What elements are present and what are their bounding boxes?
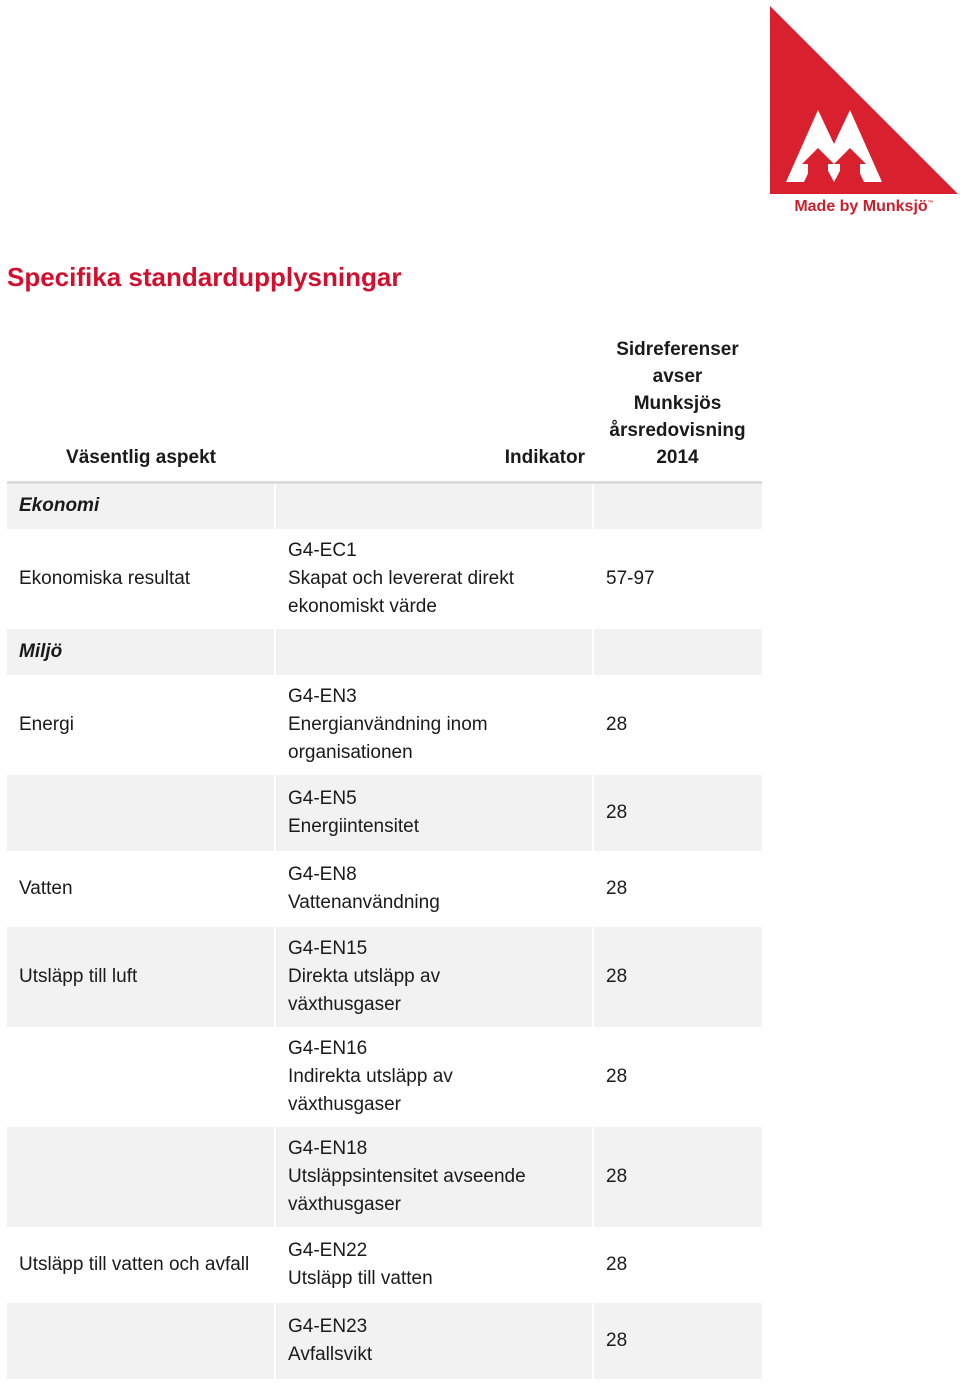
aspect-cell: Utsläpp till vatten och avfall [19,1253,250,1275]
indicator-cell [275,675,593,775]
header-aspect: Väsentlig aspekt [7,336,275,483]
page-ref-cell: 28 [593,1027,762,1127]
table-row [7,1227,762,1303]
indicator-cell [275,1027,593,1127]
indicator-cell [275,1127,593,1227]
table-row [7,529,762,629]
indicator-desc: ekonomiskt värde [288,595,437,617]
page-ref-cell: 28 [593,927,762,1027]
indicator-code: G4-EN5 [288,787,357,809]
indicator-code: G4-EN22 [288,1239,368,1261]
page-ref-cell: 28 [593,851,762,927]
indicator-desc: Utsläpp till vatten [288,1267,433,1289]
page-title: Specifika standardupplysningar [7,262,402,292]
indicator-desc: Energianvändning inom [288,713,488,735]
page-ref-cell: 28 [593,1127,762,1227]
indicator-cell [275,775,593,851]
page-ref-cell: 28 [593,1227,762,1303]
table-row [7,675,762,775]
indicator-desc: växthusgaser [288,1193,402,1215]
aspect-cell: Utsläpp till luft [7,927,275,1027]
header-page-reference: Sidreferenser avser Munksjös årsredovisning 2014 [593,336,762,483]
munksjo-logo [768,4,960,224]
group-row-ekonomi [7,483,762,529]
indicator-desc: Energiintensitet [288,815,419,837]
indicator-cell [275,1303,593,1379]
table-row [7,1127,762,1227]
group-label: Ekonomi [7,483,275,529]
indicator-code: G4-EN3 [288,685,357,707]
table-header-row [7,336,762,483]
logo-brand-text: Made by Munksjö™ [794,198,934,215]
table-row [7,851,762,927]
aspect-cell [7,1127,275,1227]
table-row [7,927,762,1027]
page-ref-cell: 57-97 [593,529,762,629]
table-row [7,1027,762,1127]
indicator-code: G4-EN16 [288,1037,368,1059]
indicator-code: G4-EN8 [288,863,357,885]
indicator-desc: organisationen [288,741,413,763]
table-row [7,1303,762,1379]
aspect-cell [7,1303,275,1379]
indicator-desc: Skapat och levererat direkt [288,567,515,589]
aspect-cell: Ekonomiska resultat [19,567,191,589]
indicator-desc: växthusgaser [288,1093,402,1115]
indicator-desc: Avfallsvikt [288,1343,373,1365]
indicator-desc: växthusgaser [288,993,402,1015]
logo-triangle-icon [768,4,960,196]
aspect-cell: Vatten [19,877,73,899]
standard-disclosures-table [7,336,762,1379]
header-indicator: Indikator [275,336,593,483]
indicator-code: G4-EC1 [288,539,357,561]
group-row-miljo [7,629,762,675]
group-label: Miljö [7,629,275,675]
aspect-cell [7,1027,275,1127]
page-ref-cell: 28 [593,1303,762,1379]
page-ref-cell: 28 [593,675,762,775]
indicator-desc: Vattenanvändning [288,891,440,913]
indicator-cell [275,529,593,629]
aspect-cell: Energi [19,713,74,735]
indicator-cell [275,927,593,1027]
indicator-code: G4-EN18 [288,1137,368,1159]
indicator-desc: Utsläppsintensitet avseende [288,1165,526,1187]
indicator-code: G4-EN23 [288,1315,368,1337]
indicator-desc: Direkta utsläpp av [288,965,441,987]
table-row [7,775,762,851]
indicator-desc: Indirekta utsläpp av [288,1065,453,1087]
aspect-cell [7,775,275,851]
indicator-code: G4-EN15 [288,937,368,959]
indicator-cell [275,851,593,927]
page-ref-cell: 28 [593,775,762,851]
indicator-cell [275,1227,593,1303]
